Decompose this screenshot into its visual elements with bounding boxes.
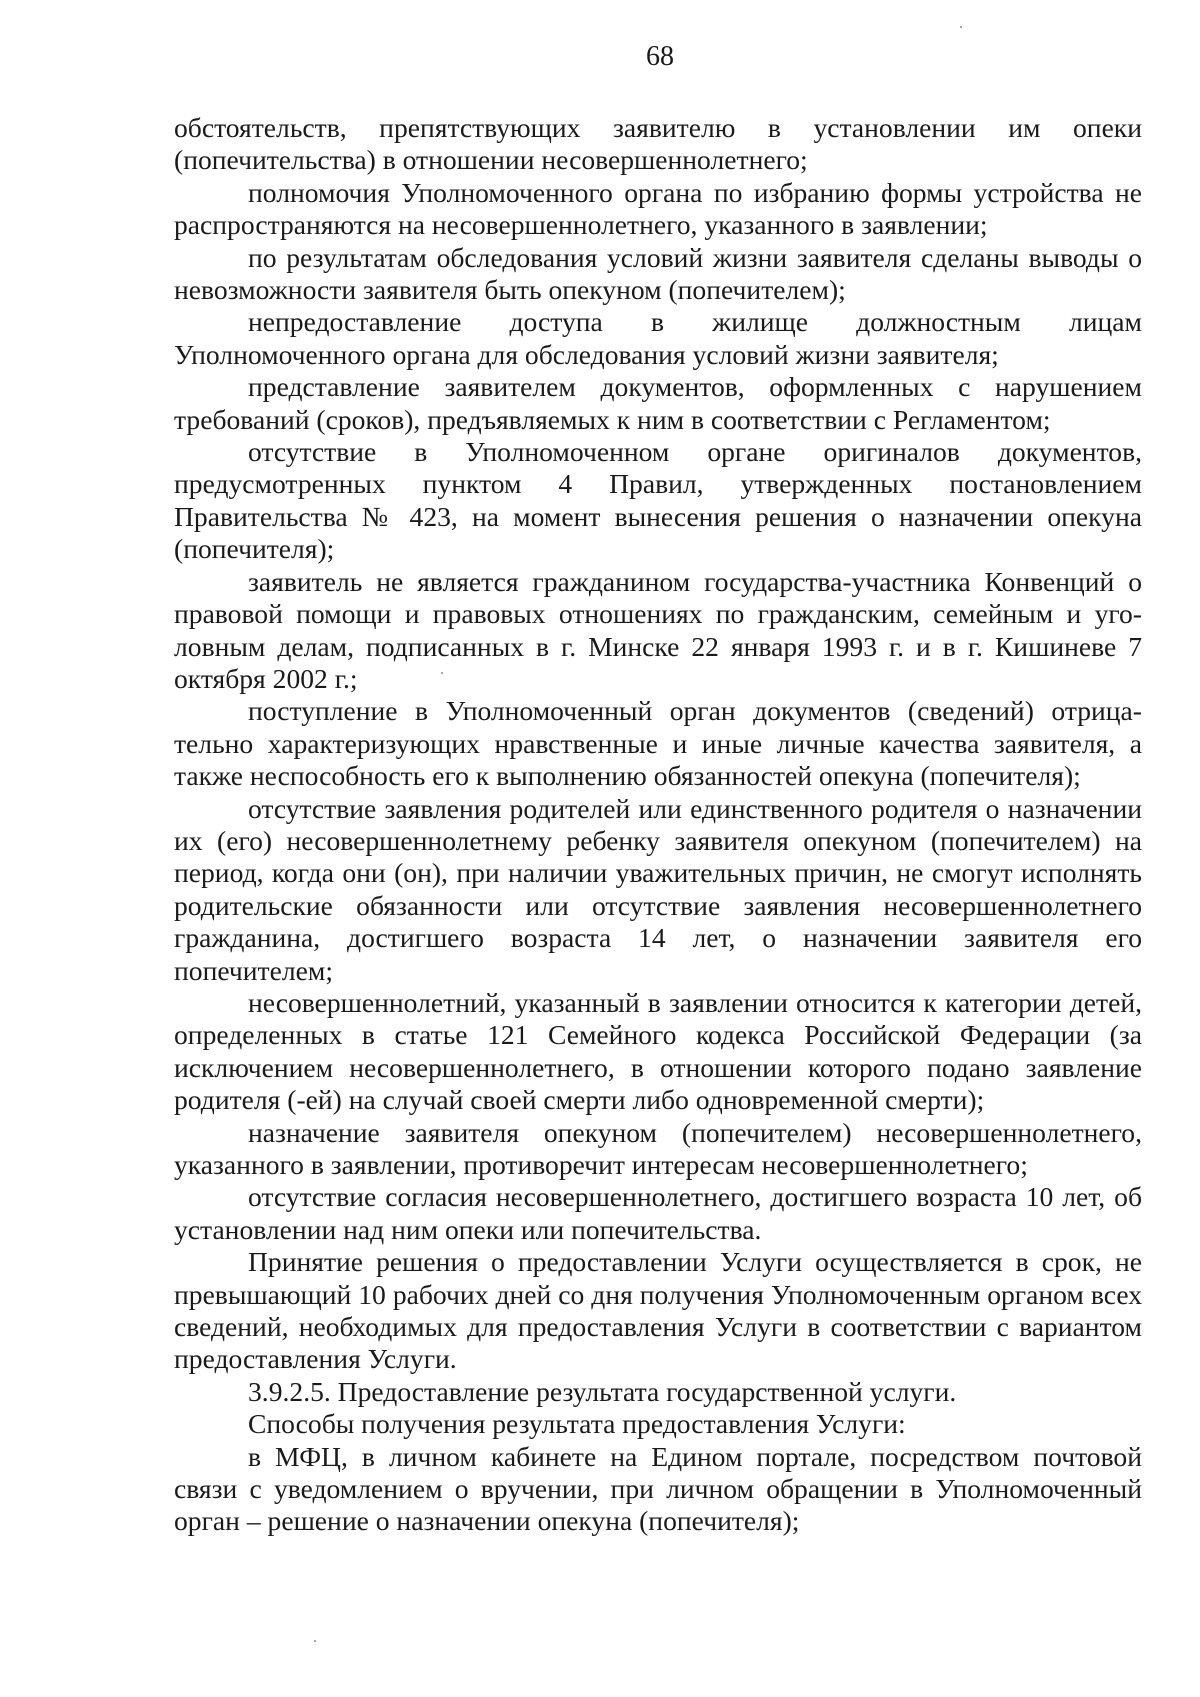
paragraph: назначение заявителя опекуном (попечителем) несовершеннолетнего, указанного в заявлении, противоречит интересам несовершеннолетнего; bbox=[174, 1116, 1142, 1180]
scan-speck bbox=[960, 26, 962, 28]
paragraph: поступление в Уполномоченный орган документов (сведений) отрицательно характеризующих нравственные и иные личные качества заявителя, а также неспособность его к выполнению обязанностей опекуна (попечителя); bbox=[174, 695, 1142, 792]
paragraph: несовершеннолетний, указанный в заявлении относится к категории детей, определенных в статье 121 Семейного кодекса Российской Федерации (за исключением несовершеннолетнего, в отношении которого подано заявление родителя (-ей) на случай своей смерти либо одновременной смерти); bbox=[174, 986, 1142, 1116]
paragraph: отсутствие согласия несовершеннолетнего, достигшего возраста 10 лет, об установлении над ним опеки или попечительства. bbox=[174, 1181, 1142, 1245]
paragraph: заявитель не является гражданином государства-участника Конвенций о правовой помощи и правовых отношениях по гражданским, семейным и уголовным делам, подписанных в г. Минске 22 января 1993 г. и в г. Кишиневе 7 октября 2002 г.; bbox=[174, 565, 1142, 694]
paragraph: Принятие решения о предоставлении Услуги осуществляется в срок, не превышающий 10 рабочих дней со дня получения Уполномоченным органом всех сведений, необходимых для предоставления Услуги в соответствии с вариантом предоставления Услуги. bbox=[174, 1246, 1142, 1375]
paragraph: отсутствие в Уполномоченном органе оригиналов документов, предусмотренных пунктом 4 Правил, утвержденных постановлением Правительства № 423, на момент вынесения решения о назначении опекуна (попечителя); bbox=[174, 436, 1142, 565]
document-body bbox=[174, 112, 1142, 1538]
paragraph: обстоятельств, препятствующих заявителю в установлении им опеки (попечительства) в отношении несовершеннолетнего; bbox=[174, 112, 1142, 176]
paragraph: представление заявителем документов, оформленных с нарушением требований (сроков), предъявляемых к ним в соответствии с Регламентом; bbox=[174, 371, 1142, 435]
paragraph: в МФЦ, в личном кабинете на Едином портале, посредством почтовой связи с уведомлением о вручении, при личном обращении в Уполномоченный орган – решение о назначении опекуна (попечителя); bbox=[174, 1440, 1142, 1537]
paragraph: по результатам обследования условий жизни заявителя сделаны выводы о невозможности заявителя быть опекуном (попечителем); bbox=[174, 241, 1142, 306]
paragraph: непредоставление доступа в жилище должностным лицам Уполномоченного органа для обследования условий жизни заявителя; bbox=[174, 306, 1142, 370]
section-heading: 3.9.2.5. Предоставление результата государственной услуги. bbox=[248, 1375, 957, 1407]
page-number: 68 bbox=[646, 41, 674, 72]
scan-speck bbox=[441, 672, 443, 674]
paragraph: полномочия Уполномоченного органа по избранию формы устройства не распространяются на несовершеннолетнего, указанного в заявлении; bbox=[174, 176, 1142, 241]
paragraph: Способы получения результата предоставления Услуги: bbox=[248, 1408, 906, 1440]
paragraph: отсутствие заявления родителей или единственного родителя о назначении их (его) несовершеннолетнему ребенку заявителя опекуном (попечителем) на период, когда они (он), при наличии уважительных причин, не смогут исполнять родительские обязанности или отсутствие заявления несовершеннолетнего гражданина, достигшего возраста 14 лет, о назначении заявителя его попечителем; bbox=[174, 792, 1142, 986]
scan-speck bbox=[314, 1640, 316, 1642]
